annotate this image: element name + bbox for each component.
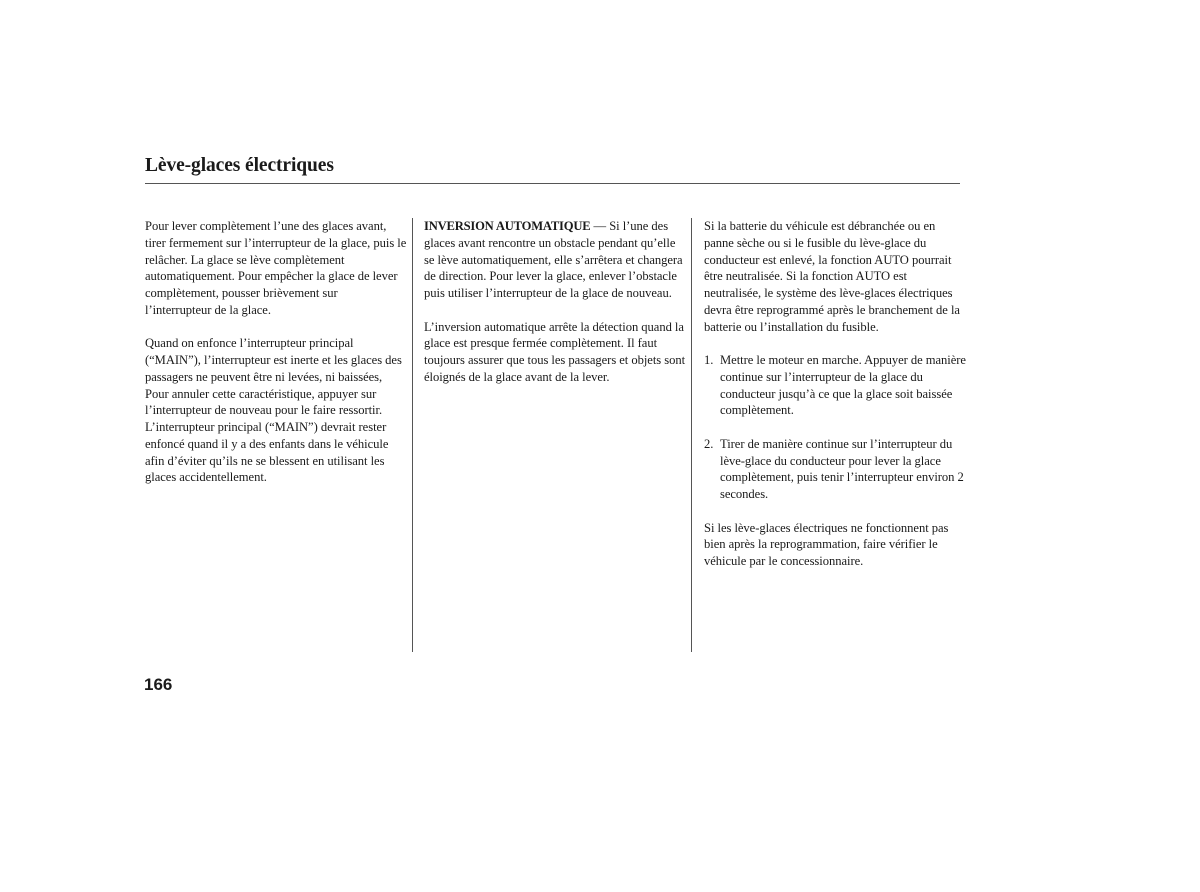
paragraph-auto-reverse-limit: L’inversion automatique arrête la détection quand la glace est presque fermée complètement. Il faut toujours assurer que tous les passagers et objets sont éloignés de la glace avant de la lever. xyxy=(424,319,686,384)
paragraph-main-switch: Quand on enfonce l’interrupteur principal (“MAIN”), l’interrupteur est inerte et les glaces des passagers ne peuvent être ni levées, ni baissées, Pour annuler cette caractéristique, appuyer sur l’interrupteur de nouveau pour le faire ressortir. L’interrupteur principal (“MAIN”) devrait rester enfoncé quand il y a des enfants dans le véhicule afin d’éviter qu’ils ne se blessent en utilisant les glaces accidentellement. xyxy=(145,336,402,485)
list-text: Tirer de manière continue sur l’interrupteur du lève-glace du conducteur pour lever la glace complètement, puis tenir l’interrupteur environ 2 secondes. xyxy=(720,436,964,501)
paragraph-dealer-check: Si les lève-glaces électriques ne fonctionnent pas bien après la reprogrammation, faire vérifier le véhicule par le concessionnaire. xyxy=(704,520,949,568)
paragraph-auto-reverse xyxy=(424,218,686,302)
auto-reverse-text: Si l’une des glaces avant rencontre un obstacle pendant qu’elle se lève automatiquement, elle s’arrêtera et changera de direction. Pour lever la glace, enlever l’obstacle puis utiliser l’interrupteur de la glace de nouveau. xyxy=(424,219,683,300)
list-item xyxy=(704,436,966,503)
title-rule xyxy=(145,183,960,184)
paragraph-auto-up: Pour lever complètement l’une des glaces avant, tirer fermement sur l’interrupteur de la glace, puis le relâcher. La glace se lève complètement automatiquement. Pour empêcher la glace de lever complètement, pousser brièvement sur l’interrupteur de la glace. xyxy=(145,219,407,317)
paragraph-battery-reset: Si la batterie du véhicule est débranchée ou en panne sèche ou si le fusible du lève-glace du conducteur est enlevé, la fonction AUTO pourrait être neutralisée. Si la fonction AUTO est neutralisée, le système des lève-glaces électriques devra être reprogrammé après le branchement de la batterie ou l’installation du fusible. xyxy=(704,219,960,334)
column-middle xyxy=(424,218,686,386)
list-number: 2. xyxy=(704,436,714,451)
column-divider-left xyxy=(412,218,413,652)
list-text: Mettre le moteur en marche. Appuyer de manière continue sur l’interrupteur de la glace du conducteur jusqu’à ce que la glace soit baissée complètement. xyxy=(720,353,966,418)
column-right xyxy=(704,218,966,570)
column-divider-right xyxy=(691,218,692,652)
list-item xyxy=(704,352,966,419)
list-number: 1. xyxy=(704,353,714,367)
column-left xyxy=(145,218,407,486)
section-heading-auto-reverse: INVERSION AUTOMATIQUE xyxy=(424,219,591,233)
page-title: Lève-glaces électriques xyxy=(145,155,334,176)
em-dash: — xyxy=(590,219,610,233)
page-number: 166 xyxy=(144,675,173,694)
